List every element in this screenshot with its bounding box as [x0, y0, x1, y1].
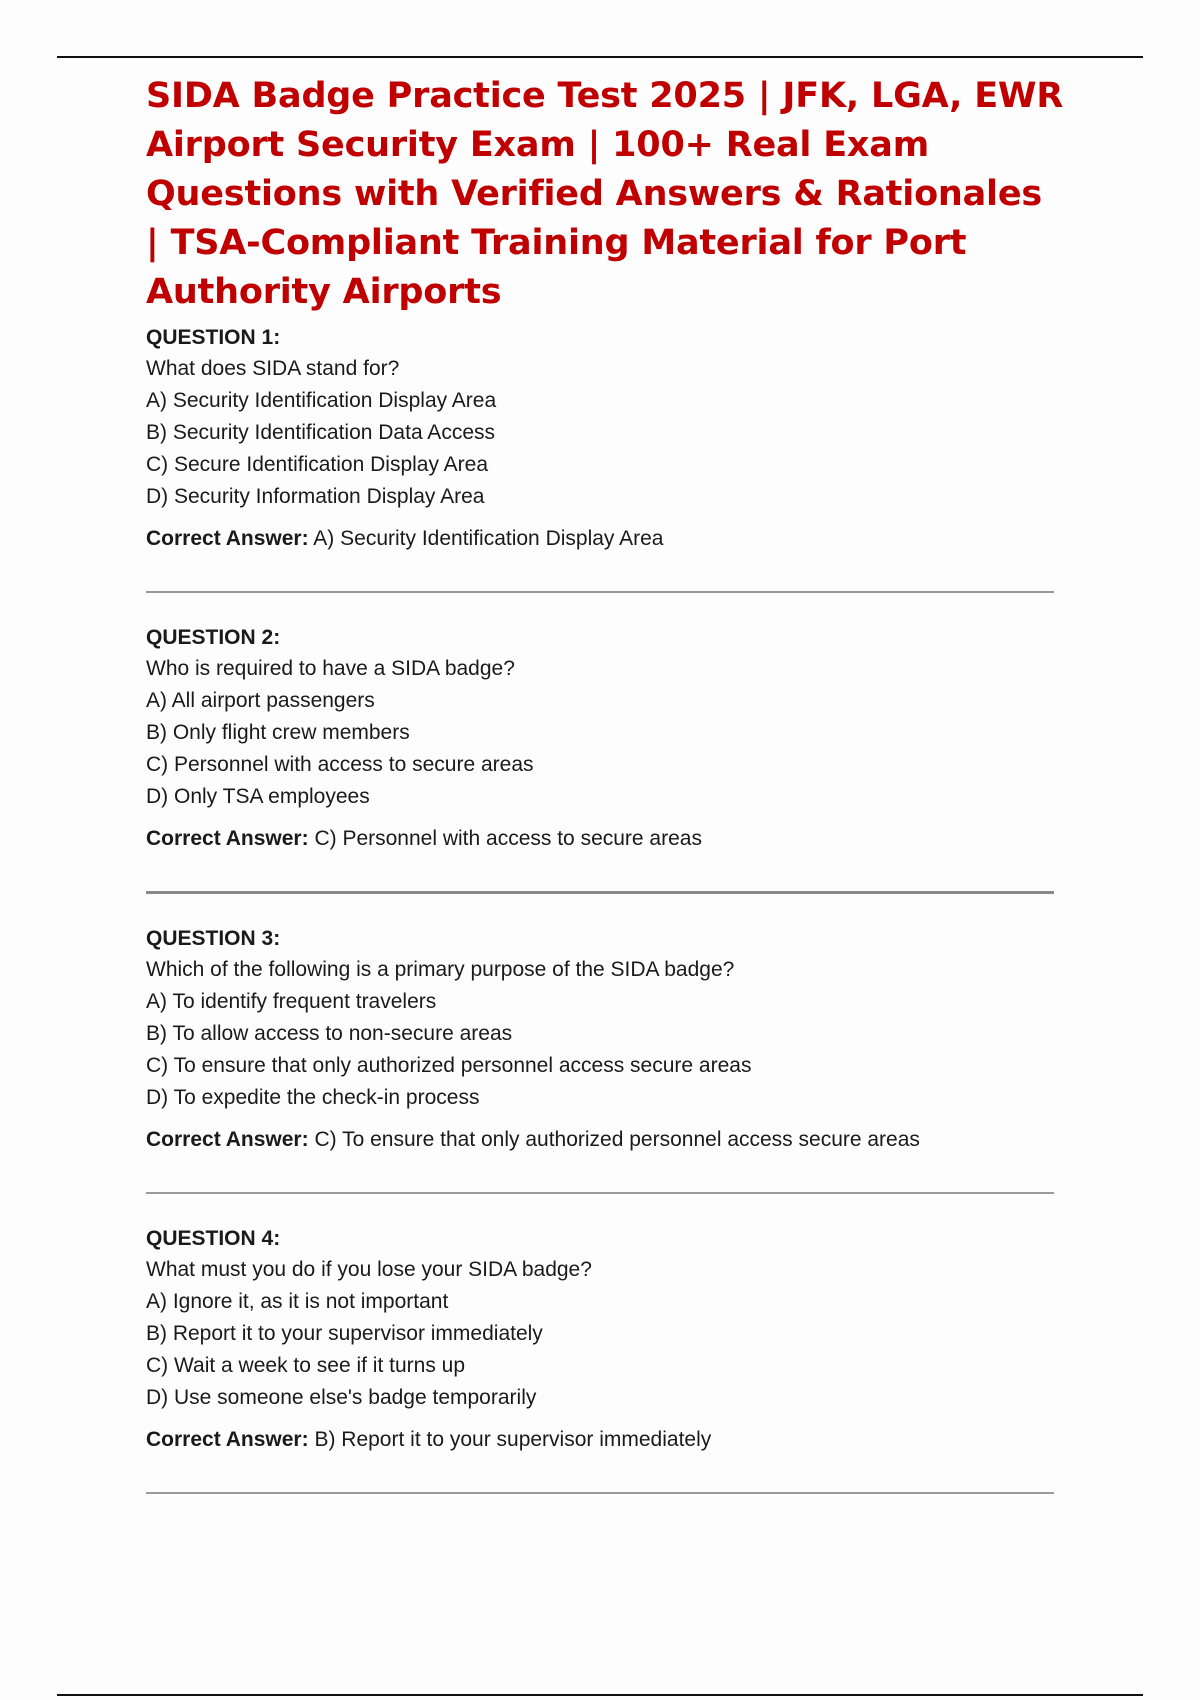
option-d: D) Use someone else's badge temporarily [146, 1386, 537, 1409]
document-title: SIDA Badge Practice Test 2025 | JFK, LGA, EWR Airport Security Exam | 100+ Real Exam Questions with Verified Answers & Rationales | TSA-Compliant Training Material for Port Authority Airports [146, 76, 1064, 312]
option-b: B) Security Identification Data Access [146, 421, 495, 444]
correct-answer-label: Correct Answer: [146, 827, 309, 850]
option-b: B) Report it to your supervisor immediately [146, 1322, 543, 1345]
question-2 [146, 623, 1066, 894]
option-c: C) Personnel with access to secure areas [146, 753, 534, 776]
option-d: D) Only TSA employees [146, 785, 370, 808]
correct-answer [146, 523, 1066, 555]
option-d: D) To expedite the check-in process [146, 1086, 480, 1109]
question-divider [146, 891, 1054, 894]
question-heading: QUESTION 2: [146, 626, 281, 649]
question-3 [146, 924, 1066, 1194]
correct-answer [146, 823, 1066, 855]
question-text: Which of the following is a primary purpose of the SIDA badge? [146, 958, 735, 981]
correct-answer-value: C) To ensure that only authorized personnel access secure areas [314, 1128, 920, 1151]
correct-answer-value: B) Report it to your supervisor immediately [314, 1428, 712, 1451]
correct-answer-value: A) Security Identification Display Area [313, 527, 664, 550]
question-1 [146, 323, 1066, 593]
question-divider [146, 1492, 1054, 1494]
correct-answer [146, 1124, 1066, 1156]
correct-answer [146, 1424, 1066, 1456]
question-text: Who is required to have a SIDA badge? [146, 657, 515, 680]
question-text: What does SIDA stand for? [146, 357, 400, 380]
correct-answer-label: Correct Answer: [146, 527, 309, 550]
question-4 [146, 1224, 1066, 1494]
question-divider [146, 591, 1054, 593]
question-text: What must you do if you lose your SIDA badge? [146, 1258, 592, 1281]
option-b: B) To allow access to non-secure areas [146, 1022, 513, 1045]
option-a: A) To identify frequent travelers [146, 990, 437, 1013]
question-heading: QUESTION 4: [146, 1227, 281, 1250]
correct-answer-value: C) Personnel with access to secure areas [314, 827, 702, 850]
option-a: A) Ignore it, as it is not important [146, 1290, 449, 1313]
option-a: A) Security Identification Display Area [146, 389, 497, 412]
option-a: A) All airport passengers [146, 689, 375, 712]
document-body [146, 72, 1066, 1494]
option-d: D) Security Information Display Area [146, 485, 485, 508]
correct-answer-label: Correct Answer: [146, 1428, 309, 1451]
option-b: B) Only flight crew members [146, 721, 410, 744]
question-heading: QUESTION 1: [146, 326, 281, 349]
option-c: C) Secure Identification Display Area [146, 453, 488, 476]
question-heading: QUESTION 3: [146, 927, 281, 950]
correct-answer-label: Correct Answer: [146, 1128, 309, 1151]
option-c: C) Wait a week to see if it turns up [146, 1354, 466, 1377]
page-top-rule [57, 56, 1143, 58]
question-divider [146, 1192, 1054, 1194]
page-bottom-rule [57, 1694, 1143, 1696]
option-c: C) To ensure that only authorized personnel access secure areas [146, 1054, 752, 1077]
